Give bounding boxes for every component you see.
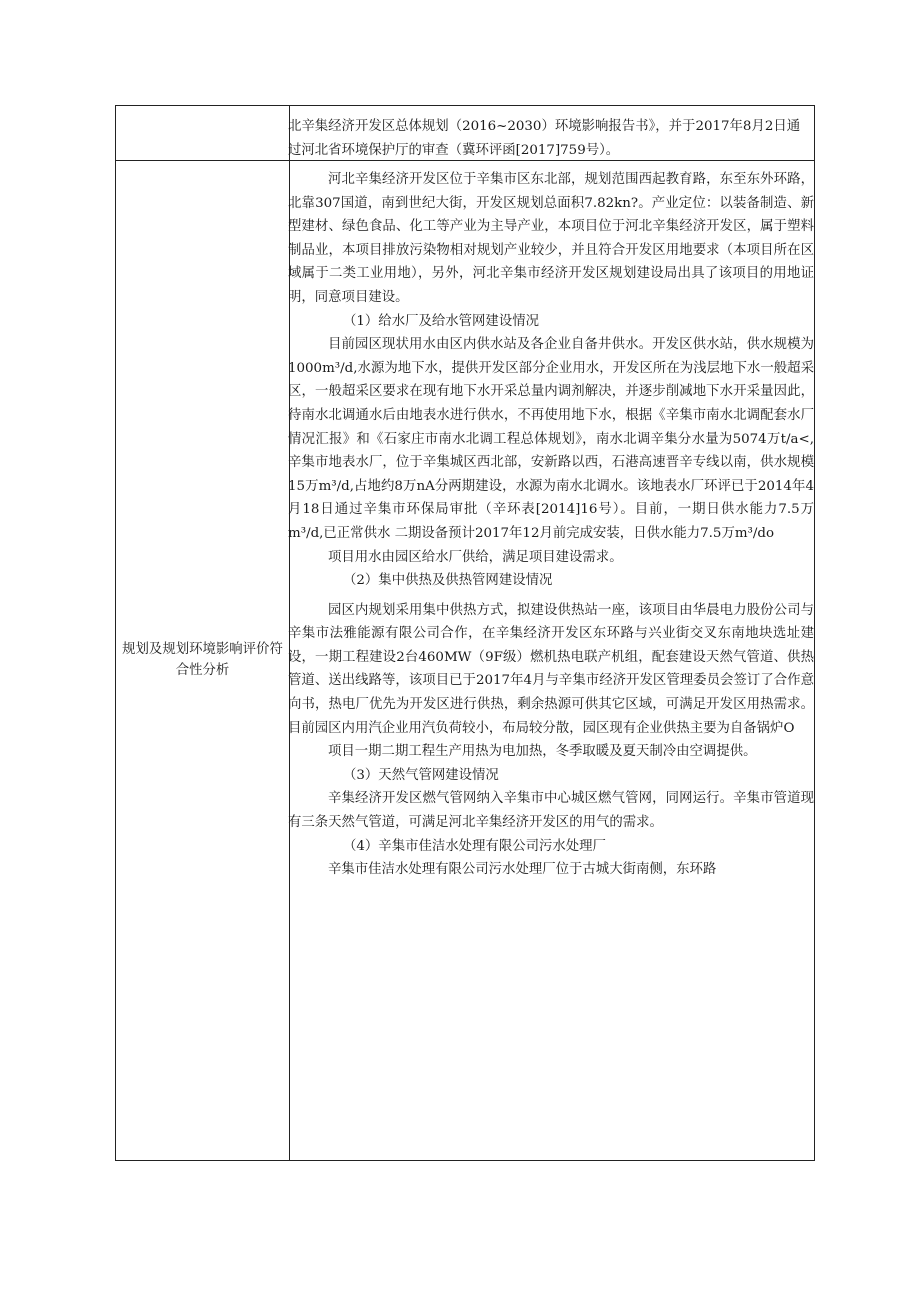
row2-content (288, 168, 814, 882)
section-heading-gas: （3）天然气管网建设情况 (343, 767, 499, 783)
paragraph-overview: 河北辛集经济开发区位于辛集市区东北部，规划范围西起教育路，东至东外环路，北靠307国道，南到世纪大街，开发区规划总面积7.82kn?。产业定位：以装备制造、新型建材、绿色食品、化工等产业为主导产业，本项目位于河北辛集经济开发区，属于塑料制品业，本项目排放污染物相对规划产业较少，并且符合开发区用地要求（本项目所在区域属于二类工业用地），另外，河北辛集市经济开发区规划建设局出具了该项目的用地证明，同意项目建设。 (288, 172, 814, 305)
paragraph-water-supply: 目前园区现状用水由区内供水站及各企业自备井供水。开发区供水站，供水规模为1000m³/d,水源为地下水，提供开发区部分企业用水，开发区所在为浅层地下水一般超采区，一般超采区要求在现有地下水开采总量内调剂解决，并逐步削减地下水开采量因此，待南水北调通水后由地表水进行供水，不再使用地下水，根据《辛集市南水北调配套水厂情况汇报》和《石家庄市南水北调工程总体规划》，南水北调辛集分水量为5074万t/a<,辛集市地表水厂，位于辛集城区西北部，安新路以西，石港高速晋辛专线以南，供水规模15万m³/d,占地约8万nA分两期建设，水源为南水北调水。该地表水厂环评已于2014年4月18日通过辛集市环保局审批（辛环表[2014]16号）。目前，一期日供水能力7.5万m³/d,已正常供水 二期设备预计2017年12月前完成安装，日供水能力7.5万m³/do (288, 337, 814, 541)
paragraph-gas: 辛集经济开发区燃气管网纳入辛集市中心城区燃气管网，同网运行。辛集市管道现有三条天然气管道，可满足河北辛集经济开发区的用气的需求。 (288, 791, 814, 831)
paragraph-heating: 园区内规划采用集中供热方式，拟建设供热站一座，该项目由华晨电力股份公司与辛集市法雅能源有限公司合作，在辛集经济开发区东环路与兴业街交叉东南地块选址建设，一期工程建设2台460MW（9F级）燃机热电联产机组，配套建设天然气管道、供热管道、送出线路等，该项目已于2017年4月与辛集市经济开发区管理委员会签订了合作意向书，热电厂优先为开发区进行供热，剩余热源可供其它区域，可满足开发区用热需求。目前园区内用汽企业用汽负荷较小，布局较分散，园区现有企业供热主要为自备锅炉O (288, 602, 814, 736)
paragraph-water-supply-conclusion: 项目用水由园区给水厂供给，满足项目建设需求。 (328, 549, 623, 565)
document-table (115, 105, 815, 1161)
row-label-text: 规划及规划环境影响评价符合性分析 (122, 642, 283, 678)
paragraph-sewage: 辛集市佳洁水处理有限公司污水处理厂位于古城大街南侧，东环路 (328, 862, 717, 878)
section-heading-water-supply: （1）给水厂及给水管网建设情况 (343, 313, 539, 329)
row1-content: 北辛集经济开发区总体规划（2016~2030）环境影响报告书》，并于2017年8月2日通过河北省环境保护厅的审查（冀环评函[2017]759号）。 (288, 119, 801, 158)
paragraph-heating-conclusion: 项目一期二期工程生产用热为电加热，冬季取暖及夏天制冷由空调提供。 (328, 744, 757, 760)
row-label (116, 639, 289, 681)
section-heading-sewage: （4）辛集市佳洁水处理有限公司污水处理厂 (343, 838, 606, 854)
section-heading-heating: （2）集中供热及供热管网建设情况 (343, 573, 553, 589)
